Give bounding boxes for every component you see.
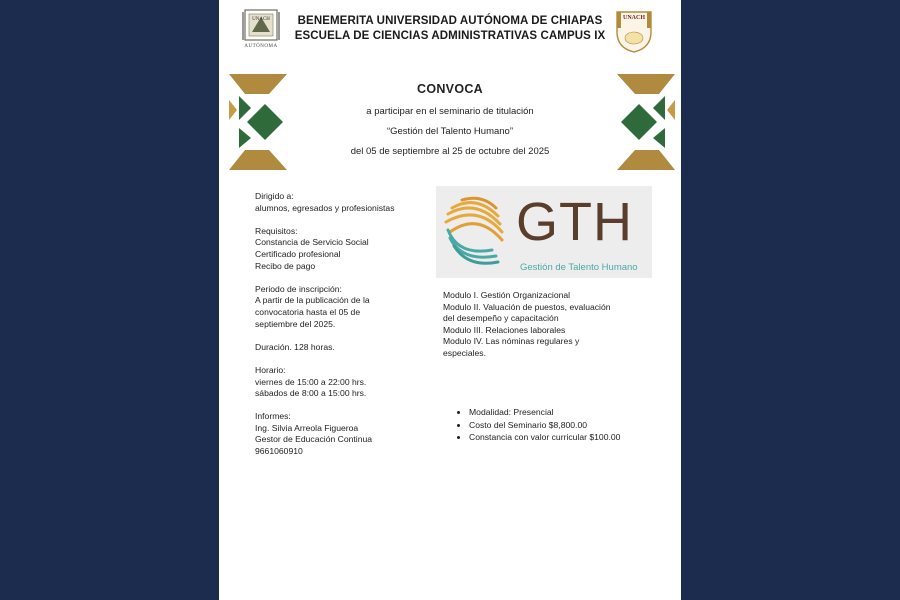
module-line: Modulo III. Relaciones laborales xyxy=(443,324,566,335)
detail-item: • Modalidad: Presencial xyxy=(469,406,675,419)
details-list xyxy=(455,406,675,444)
modules-list xyxy=(443,290,653,360)
periodo-label: Periodo de inscripción: xyxy=(255,283,342,294)
announcement-block xyxy=(299,82,601,157)
university-seal-right xyxy=(613,10,655,54)
horario-label: Horario: xyxy=(255,364,286,375)
announcement-heading: CONVOCA xyxy=(417,82,483,96)
module-line: Modulo I. Gestión Organizacional xyxy=(443,290,571,300)
school-name: ESCUELA DE CIENCIAS ADMINISTRATIVAS CAMPUS IX xyxy=(294,30,606,42)
announcement-line-3: del 05 de septiembre al 25 de octubre del 2025 xyxy=(350,146,550,157)
ornament-right-icon xyxy=(615,74,675,170)
module-line: Modulo IV. Las nóminas regulares y xyxy=(443,336,580,347)
informes-line: 9661060910 xyxy=(255,446,303,457)
detail-item: • Constancia con valor curricular $100.00 xyxy=(469,431,675,444)
requisito-item: Certificado profesional xyxy=(255,248,341,259)
periodo-line: septiembre del 2025. xyxy=(255,318,336,329)
dirigido-label: Dirigido a: xyxy=(255,191,294,201)
module-line: especiales. xyxy=(443,347,486,358)
informes-label: Informes: xyxy=(255,411,291,422)
gth-logo xyxy=(436,186,652,278)
periodo-line: A partir de la publicación de la xyxy=(255,295,370,306)
informes-line: Gestor de Educación Continua xyxy=(255,434,373,445)
duracion-text: Duración. 128 horas. xyxy=(255,341,335,352)
informes-line: Ing. Silvia Arreola Figueroa xyxy=(255,422,359,433)
requisitos-label: Requisitos: xyxy=(255,225,298,236)
seal-left-top: UNACH xyxy=(252,17,270,22)
requisito-item: Constancia de Servicio Social xyxy=(255,237,369,248)
seal-right-text: UNACH xyxy=(623,15,645,21)
detail-item: • Costo del Seminario $8,800.00 xyxy=(469,419,675,432)
module-line: del desempeño y capacitación xyxy=(443,313,559,324)
announcement-line-2: “Gestión del Talento Humano” xyxy=(386,126,514,137)
horario-line: sábados de 8:00 a 15:00 hrs. xyxy=(255,388,367,399)
dirigido-value: alumnos, egresados y profesionistas xyxy=(255,202,395,213)
left-info-column xyxy=(255,191,425,458)
seal-left-caption: AUTÓNOMA xyxy=(244,44,278,49)
flyer-page xyxy=(219,0,681,600)
requisito-item: Recibo de pago xyxy=(255,260,316,271)
gth-logo-letters: GTH xyxy=(516,192,633,252)
module-line: Modulo II. Valuación de puestos, evaluación xyxy=(443,301,611,312)
university-name: BENEMERITA UNIVERSIDAD AUTÓNOMA DE CHIAPAS xyxy=(297,15,603,27)
periodo-line: convocatoria hasta el 05 de xyxy=(255,306,361,317)
gth-logo-subtitle: Gestión de Talento Humano xyxy=(520,262,638,273)
horario-line: viernes de 15:00 a 22:00 hrs. xyxy=(255,376,367,387)
ornament-left-icon xyxy=(229,74,289,170)
announcement-line-1: a participar en el seminario de titulación xyxy=(366,106,534,117)
